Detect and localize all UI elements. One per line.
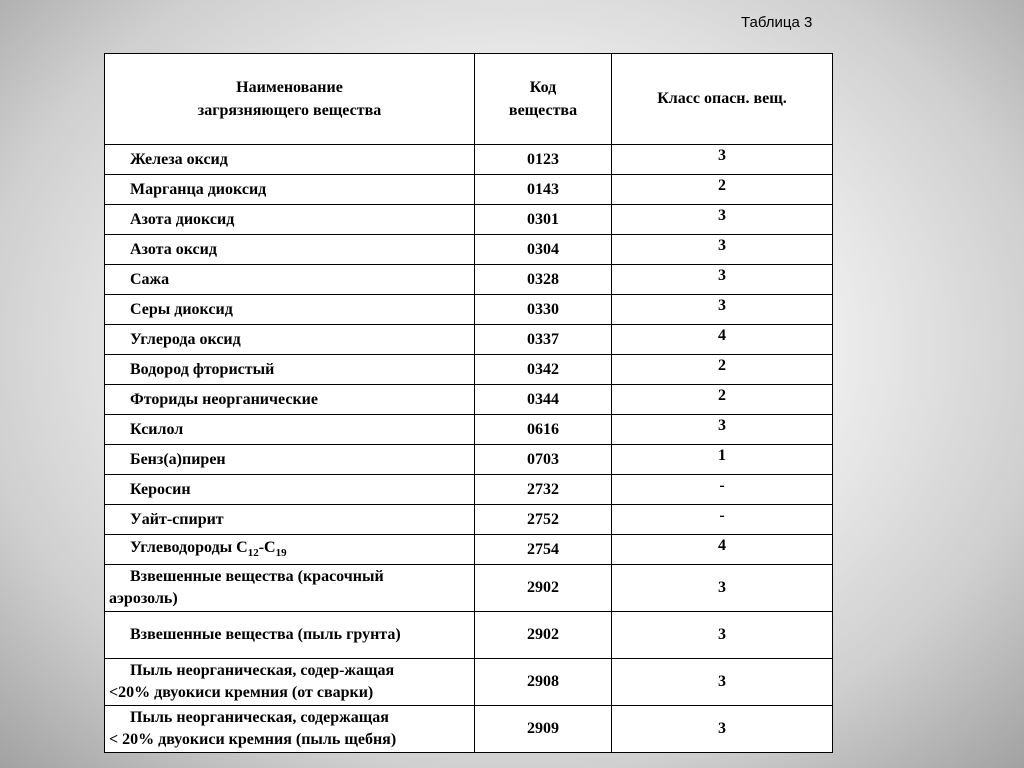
substance-name: Серы диоксид bbox=[105, 295, 475, 325]
table-row bbox=[105, 205, 833, 235]
table-row bbox=[105, 415, 833, 445]
substance-name: Взвешенные вещества (пыль грунта) bbox=[105, 612, 475, 659]
substance-code: 2732 bbox=[475, 475, 612, 505]
header-class: Класс опасн. вещ. bbox=[612, 54, 833, 145]
hazard-class: 4 bbox=[612, 325, 833, 355]
substance-code: 2909 bbox=[475, 706, 612, 753]
table-row bbox=[105, 535, 833, 565]
substance-code: 0342 bbox=[475, 355, 612, 385]
hazard-class: 3 bbox=[612, 659, 833, 706]
header-name bbox=[105, 54, 475, 145]
hazard-class: 3 bbox=[612, 265, 833, 295]
substance-code: 0143 bbox=[475, 175, 612, 205]
substance-code: 0330 bbox=[475, 295, 612, 325]
table-row bbox=[105, 295, 833, 325]
hazard-class: 3 bbox=[612, 565, 833, 612]
header-code-line1: Код bbox=[529, 79, 557, 96]
table-row-highlighted bbox=[105, 175, 833, 205]
substance-code: 0344 bbox=[475, 385, 612, 415]
substance-name: Углерода оксид bbox=[105, 325, 475, 355]
substance-name: Бенз(а)пирен bbox=[105, 445, 475, 475]
table-row bbox=[105, 659, 833, 706]
substance-code: 2902 bbox=[475, 565, 612, 612]
header-code bbox=[475, 54, 612, 145]
substance-name: Сажа bbox=[105, 265, 475, 295]
substance-name: Пыль неорганическая, содер-жащая <20% двуокиси кремния (от сварки) bbox=[105, 659, 475, 706]
substance-code: 0123 bbox=[475, 145, 612, 175]
hazard-class: 3 bbox=[612, 235, 833, 265]
substance-code: 2908 bbox=[475, 659, 612, 706]
substance-code: 2754 bbox=[475, 535, 612, 565]
table-caption: Таблица 3 bbox=[741, 14, 813, 31]
table-row-highlighted bbox=[105, 355, 833, 385]
table-row bbox=[105, 265, 833, 295]
hazard-class: 3 bbox=[612, 295, 833, 325]
substance-name: Керосин bbox=[105, 475, 475, 505]
table-row bbox=[105, 612, 833, 659]
substance-code: 2902 bbox=[475, 612, 612, 659]
header-name-line2: загрязняющего вещества bbox=[197, 102, 382, 119]
hazard-class: 3 bbox=[612, 612, 833, 659]
hazard-class: 3 bbox=[612, 205, 833, 235]
substance-code: 0703 bbox=[475, 445, 612, 475]
pollutants-table bbox=[104, 53, 833, 753]
table-row-highlighted bbox=[105, 385, 833, 415]
substance-code: 0328 bbox=[475, 265, 612, 295]
hazard-class: 3 bbox=[612, 145, 833, 175]
substance-name: Марганца диоксид bbox=[105, 175, 475, 205]
substance-code: 0616 bbox=[475, 415, 612, 445]
hazard-class: 2 bbox=[612, 385, 833, 415]
table-row bbox=[105, 325, 833, 355]
hazard-class: 3 bbox=[612, 706, 833, 753]
hazard-class: 3 bbox=[612, 415, 833, 445]
substance-code: 0337 bbox=[475, 325, 612, 355]
hazard-class: 2 bbox=[612, 355, 833, 385]
substance-name: Водород фтористый bbox=[105, 355, 475, 385]
substance-name: Железа оксид bbox=[105, 145, 475, 175]
substance-name: Взвешенные вещества (красочный аэрозоль) bbox=[105, 565, 475, 612]
hazard-class: - bbox=[612, 475, 833, 505]
header-name-line1: Наименование bbox=[236, 79, 343, 96]
hazard-class: - bbox=[612, 505, 833, 535]
table-body bbox=[105, 145, 833, 753]
substance-name: Азота оксид bbox=[105, 235, 475, 265]
substance-name: Фториды неорганические bbox=[105, 385, 475, 415]
table-row bbox=[105, 505, 833, 535]
substance-code: 2752 bbox=[475, 505, 612, 535]
substance-name: Азота диоксид bbox=[105, 205, 475, 235]
header-code-line2: вещества bbox=[508, 102, 578, 119]
table-row bbox=[105, 565, 833, 612]
substance-name: Ксилол bbox=[105, 415, 475, 445]
substance-code: 0304 bbox=[475, 235, 612, 265]
table-header-row bbox=[105, 54, 833, 145]
hazard-class: 4 bbox=[612, 535, 833, 565]
substance-name: Пыль неорганическая, содержащая < 20% двуокиси кремния (пыль щебня) bbox=[105, 706, 475, 753]
substance-code: 0301 bbox=[475, 205, 612, 235]
table-row bbox=[105, 706, 833, 753]
table-row bbox=[105, 145, 833, 175]
hazard-class: 2 bbox=[612, 175, 833, 205]
hazard-class: 1 bbox=[612, 445, 833, 475]
substance-name: Углеводороды $С_{12}-С_{19}$ bbox=[105, 535, 475, 565]
table-row-highlighted bbox=[105, 445, 833, 475]
substance-name: Уайт-спирит bbox=[105, 505, 475, 535]
table-row bbox=[105, 475, 833, 505]
table-row bbox=[105, 235, 833, 265]
